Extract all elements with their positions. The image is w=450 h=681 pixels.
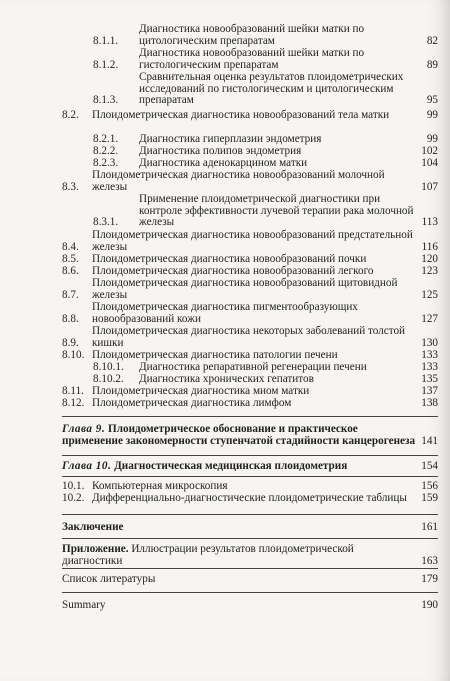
toc-entry-number: 8.6. [62, 265, 79, 277]
toc-entry-number: 8.2.1. [93, 133, 119, 145]
toc-entry-number: 8.3. [62, 180, 79, 193]
toc-chapter-text: Плоидометрическое обоснование и практическое применение закономерности ступенчатой стадийности канцерогенеза [62, 423, 416, 447]
toc-chapter-text: Диагностическая медицинская плоидометрия [114, 460, 348, 472]
toc-entry-number: 8.2.2. [93, 145, 119, 157]
toc-entry-page: 125 [421, 288, 438, 301]
toc-entry-number: 8.1.2. [93, 58, 119, 71]
toc-entry [62, 386, 438, 398]
toc-entry [93, 374, 438, 386]
toc-entry-title: Плоидометрическая диагностика новообразований легкого [92, 265, 374, 277]
toc-entry-page: 135 [421, 373, 438, 385]
toc-entry-number: 8.3.1. [93, 216, 119, 229]
toc-entry-title: Плоидометрическая диагностика новообразований почки [92, 253, 367, 265]
toc-entry [62, 493, 438, 505]
toc-entry-number: 8.10.1. [93, 361, 124, 373]
toc-entry [62, 170, 438, 193]
toc-entry [93, 134, 438, 146]
toc-references [62, 574, 438, 586]
toc-entry [93, 158, 438, 170]
toc-entry [62, 110, 438, 122]
toc-entry-number: 10.1. [62, 480, 85, 492]
toc-entry-number: 8.10. [62, 349, 85, 361]
toc-entry-title: Диагностика новообразований шейки матки по цитологическим препаратам [139, 23, 365, 47]
toc-entry-title: Заключение [62, 521, 124, 533]
toc-chapter-label: Глава 9. [62, 423, 106, 435]
toc-appendix-text: Иллюстрации результатов плоидометрической диагностики [62, 543, 354, 567]
toc-appendix-label: Приложение. [62, 543, 129, 555]
toc-entry [93, 146, 438, 158]
toc-entry-title: Плоидометрическая диагностика новообразований молочной железы [92, 169, 385, 193]
toc-entry-page: 159 [421, 492, 438, 504]
toc-entry-title: Плоидометрическая диагностика пигментообразующих новообразований кожи [92, 301, 358, 325]
toc-entry-number: 8.5. [62, 253, 79, 265]
toc-entry-page: 154 [421, 460, 438, 472]
divider-line [62, 476, 438, 477]
toc-entry [62, 326, 438, 349]
toc-chapter-title [62, 424, 416, 447]
toc-entry-title: Дифференциально-диагностические плоидометрические таблицы [92, 492, 407, 504]
toc-entry-page: 156 [421, 480, 438, 492]
toc-chapter-10 [62, 461, 438, 473]
toc-entry-title: Плоидометрическая диагностика миом матки [92, 385, 310, 397]
toc-entry-page: 99 [426, 109, 438, 121]
toc-entry-title: Применение плоидометрической диагностики при контроле эффективности лучевой терапии рака молочной железы [139, 193, 414, 229]
toc-entry-page: 102 [421, 145, 438, 157]
toc-entry-page: 138 [421, 397, 438, 409]
toc-entry-title: Диагностика полипов эндометрия [139, 145, 302, 157]
toc-entry-number: 8.12. [62, 397, 85, 409]
toc-entry [62, 302, 438, 325]
toc-entry-page: 130 [421, 336, 438, 349]
toc-entry-page: 113 [421, 216, 438, 229]
toc-entry-page: 89 [426, 58, 438, 71]
toc-entry-page: 120 [421, 253, 438, 265]
toc-entry-title: Диагностика новообразований шейки матки по гистологическим препаратам [139, 47, 365, 71]
toc-entry-title: Сравнительная оценка результатов плоидометрических исследований по гистологическим и цитологическим препаратам [139, 71, 404, 107]
toc-entry-title: Summary [62, 599, 106, 611]
divider-line [62, 416, 438, 417]
toc-chapter-label: Глава 10. [62, 460, 112, 472]
toc-entry-page: 190 [421, 599, 438, 611]
toc-entry-page: 116 [421, 240, 438, 253]
toc-entry-title: Плоидометрическая диагностика новообразований щитовидной железы [92, 277, 398, 301]
toc-entry-title: Диагностика аденокарцином матки [139, 157, 308, 169]
toc-entry-page: 82 [426, 34, 438, 47]
toc-entry-page: 95 [426, 94, 438, 107]
toc-entry-page: 127 [421, 312, 438, 325]
divider-line [62, 568, 438, 569]
toc-entry-number: 8.2. [62, 109, 79, 121]
toc-entry [62, 481, 438, 493]
toc-entry-number: 8.8. [62, 312, 79, 325]
toc-entry-title: Диагностика хронических гепатитов [139, 373, 314, 385]
toc-entry-title [62, 544, 416, 567]
toc-entry-page: 99 [426, 133, 438, 145]
toc-summary [62, 600, 438, 612]
toc-entry-page: 141 [421, 434, 438, 447]
toc-entry-page: 107 [421, 180, 438, 193]
toc-entry-page: 179 [421, 573, 438, 585]
divider-line [62, 514, 438, 515]
toc-chapter-9 [62, 424, 438, 447]
toc-entry [62, 266, 438, 278]
toc-entry-page: 133 [421, 349, 438, 361]
toc-appendix [62, 544, 438, 567]
toc-entry-page: 163 [421, 554, 438, 567]
divider-line [62, 455, 438, 456]
toc-entry [93, 24, 438, 47]
toc-chapter-title [62, 461, 416, 473]
toc-entry-number: 8.9. [62, 336, 79, 349]
toc-entry-title: Диагностика гиперплазии эндометрия [139, 133, 322, 145]
toc-entry-page: 104 [421, 157, 438, 169]
divider-line [62, 538, 438, 539]
toc-entry-title: Плоидометрическая диагностика новообразований тела матки [92, 109, 390, 121]
toc-entry [62, 398, 438, 410]
toc-entry-number: 8.10.2. [93, 373, 124, 385]
toc-entry [93, 72, 438, 107]
toc-entry-page: 133 [421, 361, 438, 373]
toc-entry-title: Плоидометрическая диагностика патологии печени [92, 349, 338, 361]
toc-entry-page: 137 [421, 385, 438, 397]
toc-entry [62, 350, 438, 362]
toc-entry-page: 123 [421, 265, 438, 277]
toc-entry [62, 254, 438, 266]
toc-entry-number: 8.1.1. [93, 34, 119, 47]
toc-entry [62, 230, 438, 253]
toc-entry-number: 8.11. [62, 385, 84, 397]
toc-entry-number: 8.1.3. [93, 94, 119, 107]
toc-entry-title: Диагностика репаративной регенерации печени [139, 361, 367, 373]
toc-entry-title: Компьютерная микроскопия [92, 480, 228, 492]
toc-entry-title: Плоидометрическая диагностика новообразований предстательной железы [92, 229, 413, 253]
toc-entry-number: 8.4. [62, 240, 79, 253]
toc-entry-title: Плоидометрическая диагностика лимфом [92, 397, 292, 409]
toc-entry-title: Плоидометрическая диагностика некоторых заболеваний толстой кишки [92, 325, 406, 349]
toc-entry-number: 10.2. [62, 492, 85, 504]
toc-entry [93, 48, 438, 71]
toc-entry-page: 161 [421, 521, 438, 533]
toc-conclusion [62, 522, 438, 534]
toc-entry-number: 8.2.3. [93, 157, 119, 169]
divider-line [62, 592, 438, 593]
toc-entry [93, 362, 438, 374]
toc-entry [93, 194, 438, 229]
toc-entry-number: 8.7. [62, 288, 79, 301]
toc-entry [62, 278, 438, 301]
toc-entry-title: Список литературы [62, 573, 156, 585]
